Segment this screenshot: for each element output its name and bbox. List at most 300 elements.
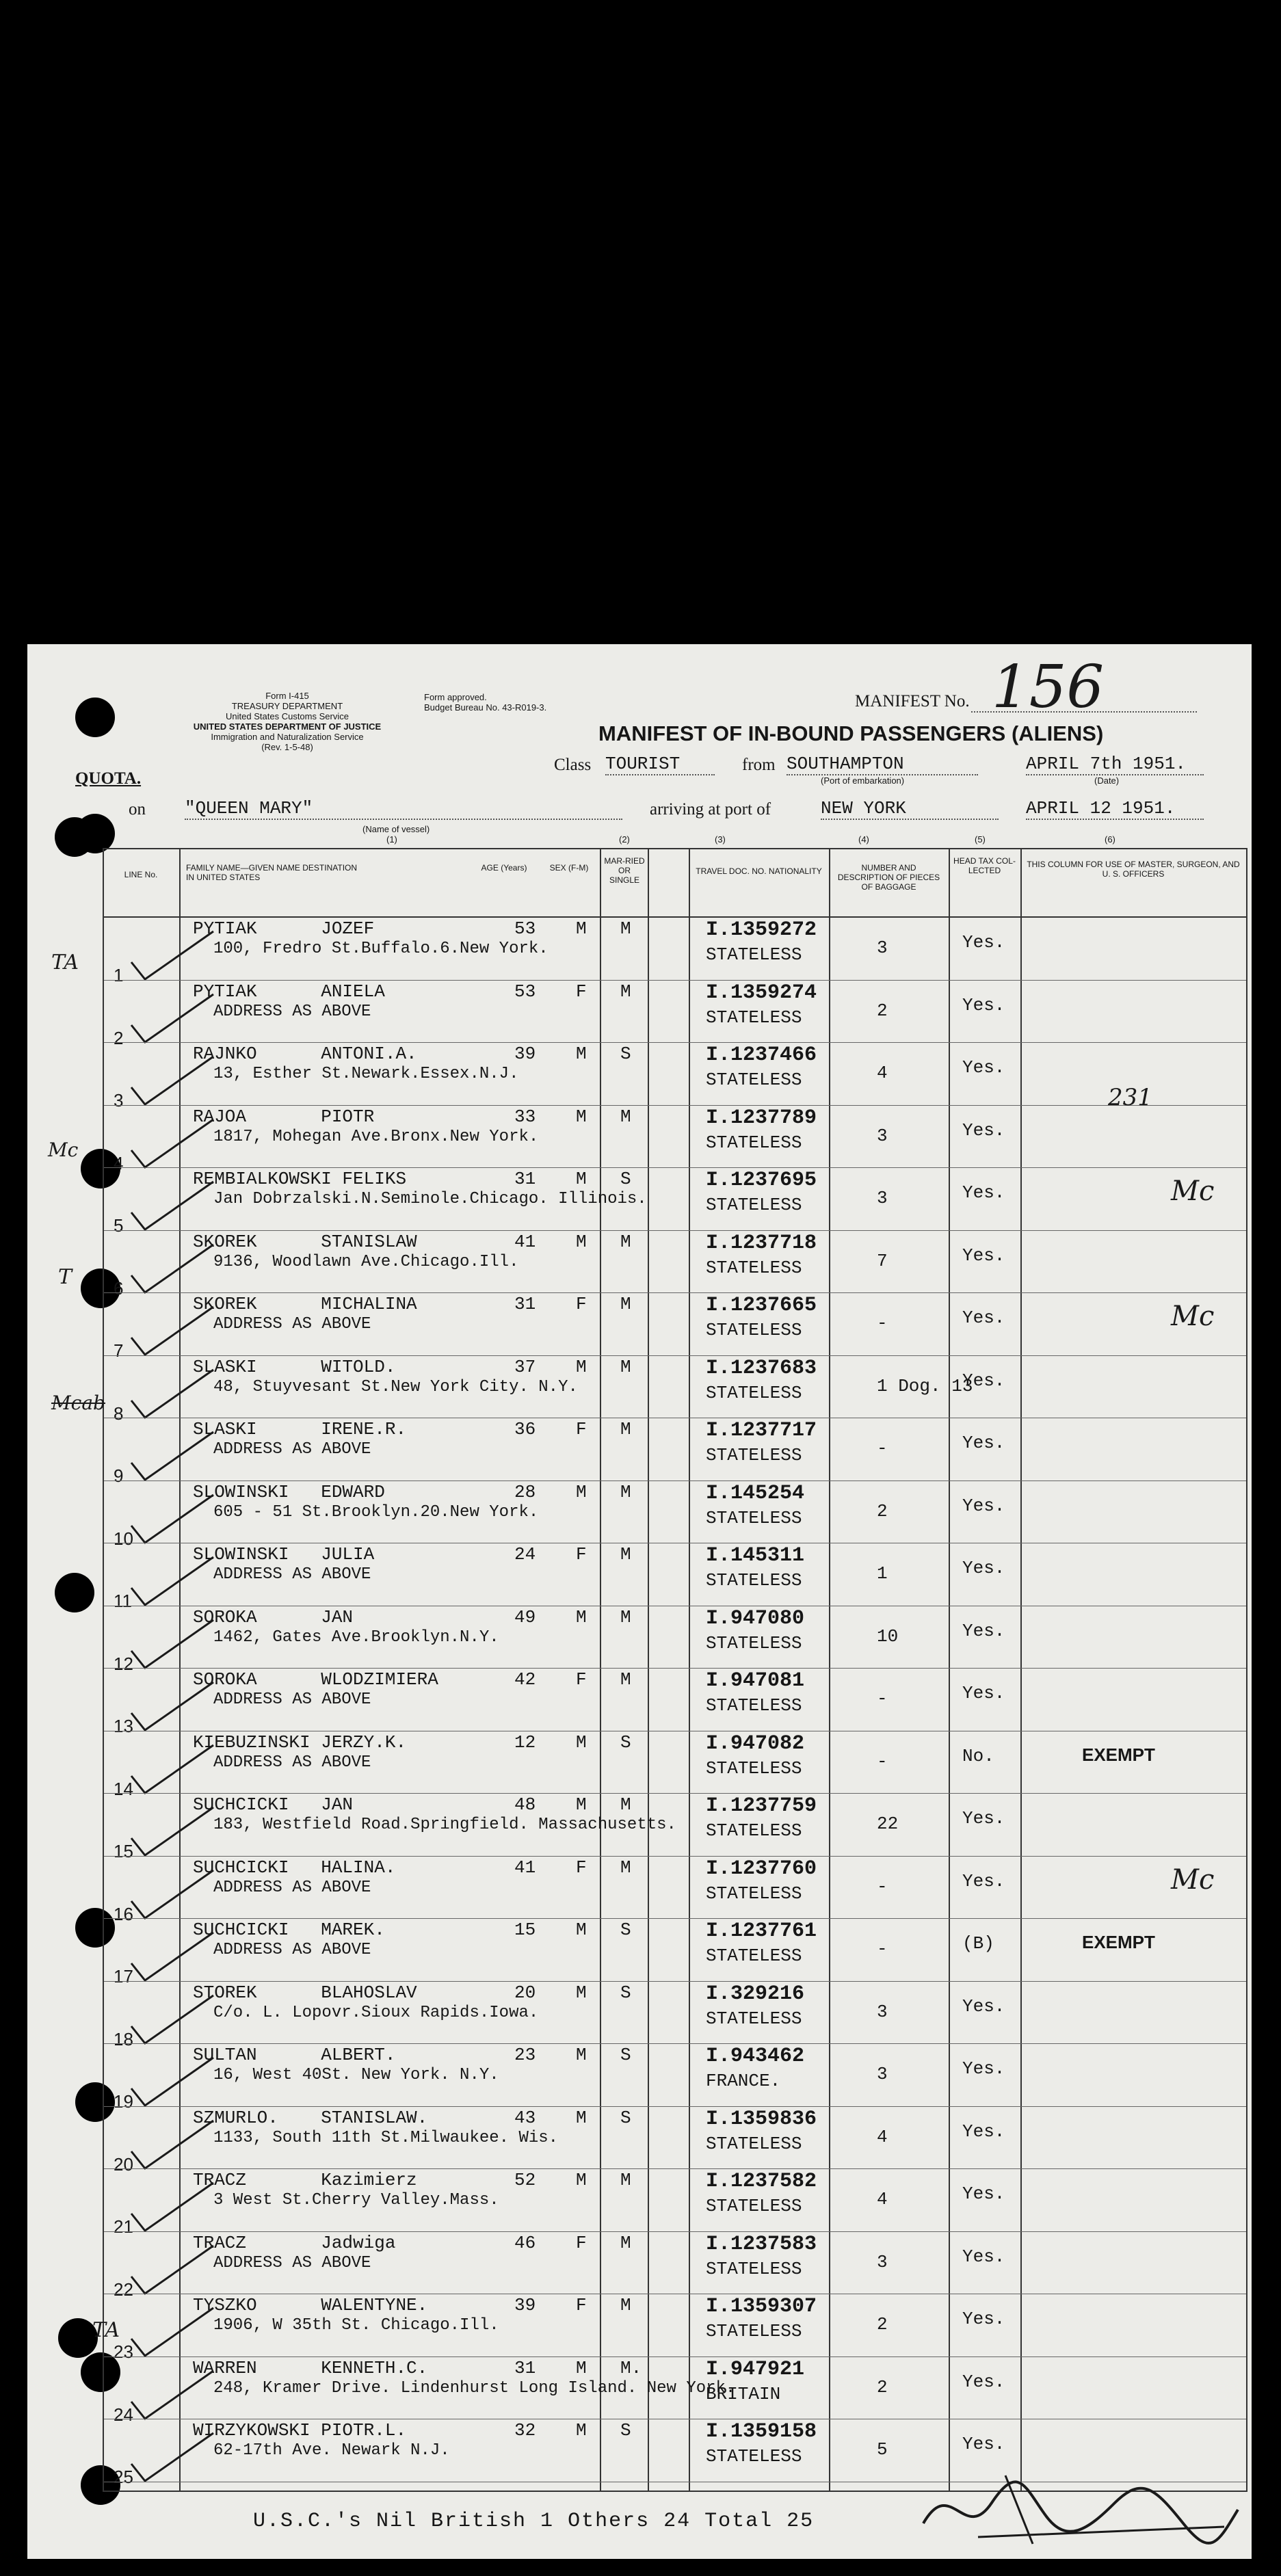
baggage-count: 1 — [877, 1563, 888, 1584]
passenger-age: 20 — [514, 1982, 536, 2003]
on-label: on — [129, 800, 146, 819]
passenger-sex: M — [576, 1044, 587, 1064]
destination-address: ADDRESS AS ABOVE — [213, 1315, 371, 1333]
table-row — [104, 1669, 1246, 1736]
margin-note: T — [58, 1265, 72, 1289]
check-mark — [124, 2176, 220, 2238]
destination-address: 248, Kramer Drive. Lindenhurst Long Island. New York. — [213, 2378, 736, 2398]
customs-service: United States Customs Service — [226, 711, 349, 721]
line-number: 2 — [114, 1027, 124, 1048]
travel-doc-no: I.1237718 — [706, 1231, 817, 1255]
officer-note: EXEMPT — [1082, 1744, 1155, 1765]
marital-status: M — [620, 1544, 631, 1565]
table-row — [104, 1919, 1246, 1987]
baggage-count: 2 — [877, 1500, 888, 1522]
col-num-4: (4) — [858, 834, 869, 845]
passenger-sex: F — [576, 1294, 587, 1314]
marital-status: M — [620, 1106, 631, 1127]
passenger-sex: M — [576, 2170, 587, 2190]
margin-note: TA — [92, 2318, 120, 2342]
head-tax: Yes. — [962, 1870, 1005, 1891]
passenger-sex: F — [576, 2295, 587, 2315]
col-header-baggage: NUMBER AND DESCRIPTION OF PIECES OF BAGGAGE — [837, 863, 940, 892]
passenger-name: TRACZ Kazimierz — [193, 2170, 417, 2190]
marital-status: M — [620, 1356, 631, 1377]
check-mark — [124, 1050, 220, 1111]
officer-note: EXEMPT — [1082, 1932, 1155, 1952]
passenger-name: SUCHCICKI MAREK. — [193, 1920, 385, 1940]
check-mark — [124, 1989, 220, 2050]
passenger-sex: M — [576, 1794, 587, 1815]
nationality: STATELESS — [706, 944, 802, 965]
baggage-count: 3 — [877, 2251, 888, 2272]
head-tax: Yes. — [962, 2309, 1005, 2329]
baggage-count: 2 — [877, 1000, 888, 1021]
passenger-sex: M — [576, 1606, 587, 1628]
head-tax: Yes. — [962, 1307, 1005, 1328]
nationality: STATELESS — [706, 1007, 802, 1028]
line-number: 4 — [114, 1152, 124, 1173]
passenger-name: RAJNKO ANTONI.A. — [193, 1044, 417, 1064]
marital-status: M — [620, 1231, 631, 1252]
table-row — [104, 981, 1246, 1048]
baggage-count: 7 — [877, 1250, 888, 1271]
line-number: 5 — [114, 1215, 124, 1236]
passenger-age: 15 — [514, 1920, 536, 1940]
travel-doc-no: I.145254 — [706, 1481, 805, 1505]
head-tax: Yes. — [962, 932, 1005, 953]
destination-address: ADDRESS AS ABOVE — [213, 1440, 371, 1459]
passenger-age: 41 — [514, 1857, 536, 1878]
check-mark — [124, 2239, 220, 2300]
destination-address: 13, Esther St.Newark.Essex.N.J. — [213, 1065, 519, 1083]
table-row — [104, 2107, 1246, 2175]
table-row — [104, 1043, 1246, 1111]
passenger-sex: M — [576, 1169, 587, 1189]
baggage-count: 1 Dog. 13 — [877, 1375, 973, 1396]
marital-status: M — [620, 1794, 631, 1815]
passenger-sex: M — [576, 1231, 587, 1252]
class-value: TOURIST — [605, 754, 715, 775]
nationality: STATELESS — [706, 1445, 802, 1465]
line-number: 8 — [114, 1403, 124, 1424]
passenger-sex: F — [576, 1419, 587, 1439]
destination-address: 3 West St.Cherry Valley.Mass. — [213, 2191, 499, 2209]
officer-note: Mc — [1171, 1863, 1215, 1896]
baggage-count: 3 — [877, 2001, 888, 2022]
passenger-age: 31 — [514, 1169, 536, 1189]
destination-address: 1906, W 35th St. Chicago.Ill. — [213, 2316, 499, 2335]
destination-address: 16, West 40St. New York. N.Y. — [213, 2066, 499, 2084]
passenger-name: SUCHCICKI JAN — [193, 1794, 354, 1815]
marital-status: M. — [620, 2357, 642, 2378]
marital-status: M — [620, 1606, 631, 1628]
passenger-age: 23 — [514, 2045, 536, 2065]
check-mark — [124, 2301, 220, 2363]
baggage-count: 2 — [877, 2376, 888, 2398]
destination-address: 9136, Woodlawn Ave.Chicago.Ill. — [213, 1252, 519, 1271]
document-title: MANIFEST OF IN-BOUND PASSENGERS (ALIENS) — [598, 721, 1104, 745]
col-header-use: THIS COLUMN FOR USE OF MASTER, SURGEON, AND U. S. OFFICERS — [1027, 860, 1240, 879]
table-row — [104, 1418, 1246, 1486]
passenger-sex: M — [576, 2107, 587, 2128]
destination-address: 1133, South 11th St.Milwaukee. Wis. — [213, 2128, 559, 2147]
travel-doc-no: I.1237695 — [706, 1169, 817, 1192]
table-row — [104, 1481, 1246, 1549]
passenger-age: 32 — [514, 2420, 536, 2441]
nationality: STATELESS — [706, 1570, 802, 1591]
marital-status: M — [620, 1419, 631, 1439]
line-number: 10 — [114, 1528, 133, 1549]
table-row — [104, 1293, 1246, 1361]
head-tax: Yes. — [962, 1433, 1005, 1453]
col-num-3: (3) — [715, 834, 726, 845]
col-header-travel: TRAVEL DOC. NO. NATIONALITY — [696, 866, 822, 876]
passenger-age: 49 — [514, 1606, 536, 1628]
head-tax: Yes. — [962, 994, 1005, 1015]
baggage-count: 22 — [877, 1814, 899, 1834]
marital-status: M — [620, 2232, 631, 2253]
passenger-age: 53 — [514, 918, 536, 939]
table-row — [104, 2357, 1246, 2425]
table-row — [104, 2232, 1246, 2300]
head-tax: No. — [962, 1745, 994, 1766]
passenger-sex: F — [576, 1669, 587, 1690]
line-number: 21 — [114, 2216, 133, 2237]
justice-department: UNITED STATES DEPARTMENT OF JUSTICE — [193, 721, 382, 732]
travel-doc-no: I.943462 — [706, 2045, 805, 2068]
passenger-age: 12 — [514, 1731, 536, 1753]
marital-status: S — [620, 2107, 631, 2128]
travel-doc-no: I.1237760 — [706, 1857, 817, 1881]
marital-status: M — [620, 1294, 631, 1314]
head-tax: (B) — [962, 1933, 994, 1954]
vessel-caption: (Name of vessel) — [362, 824, 430, 834]
passenger-name: PYTIAK JOZEF — [193, 918, 375, 939]
check-mark — [124, 2426, 220, 2488]
col-header-age: AGE (Years) — [481, 863, 527, 873]
head-tax: Yes. — [962, 2121, 1005, 2142]
travel-doc-no: I.947081 — [706, 1669, 805, 1692]
passenger-sex: M — [576, 2420, 587, 2441]
passenger-sex: M — [576, 1982, 587, 2003]
baggage-count: 2 — [877, 2314, 888, 2335]
passenger-age: 43 — [514, 2107, 536, 2128]
line-number: 17 — [114, 1966, 133, 1987]
table-row — [104, 1356, 1246, 1424]
table-row — [104, 1606, 1246, 1674]
nationality: STATELESS — [706, 1070, 802, 1090]
marital-status: S — [620, 1169, 631, 1189]
nationality: STATELESS — [706, 1195, 802, 1215]
marital-status: M — [620, 918, 631, 939]
passenger-age: 53 — [514, 981, 536, 1002]
destination-address: ADDRESS AS ABOVE — [213, 1941, 371, 1959]
passenger-sex: M — [576, 1920, 587, 1940]
line-number: 16 — [114, 1903, 133, 1924]
travel-doc-no: I.947082 — [706, 1731, 805, 1755]
passenger-sex: F — [576, 1544, 587, 1565]
marital-status: M — [620, 1481, 631, 1502]
baggage-count: - — [877, 1688, 888, 1709]
baggage-count: - — [877, 1939, 888, 1959]
marital-status: S — [620, 1920, 631, 1940]
table-row — [104, 1543, 1246, 1611]
table-row — [104, 1231, 1246, 1299]
check-mark — [124, 1863, 220, 1925]
passenger-name: SLASKI WITOLD. — [193, 1356, 396, 1377]
passenger-name: SOROKA JAN — [193, 1606, 354, 1628]
passenger-name: TYSZKO WALENTYNE. — [193, 2295, 428, 2315]
form-approval — [424, 692, 546, 713]
passenger-name: SUCHCICKI HALINA. — [193, 1857, 396, 1878]
passenger-age: 36 — [514, 1419, 536, 1439]
check-mark — [124, 2114, 220, 2175]
nationality: STATELESS — [706, 1695, 802, 1716]
passenger-name: SOROKA WLODZIMIERA — [193, 1669, 438, 1690]
destination-address: C/o. L. Lopovr.Sioux Rapids.Iowa. — [213, 2003, 539, 2022]
embarkation-date: APRIL 7th 1951. — [1026, 754, 1204, 775]
line-number: 25 — [114, 2467, 133, 2487]
marital-status: M — [620, 2295, 631, 2315]
check-mark — [124, 1613, 220, 1675]
passenger-sex: M — [576, 2357, 587, 2378]
passenger-name: REMBIALKOWSKI FELIKS — [193, 1169, 407, 1189]
passenger-name: SKOREK MICHALINA — [193, 1294, 417, 1314]
col-header-line: LINE No. — [124, 870, 158, 879]
passenger-age: 28 — [514, 1481, 536, 1502]
from-label: from — [742, 756, 776, 774]
passenger-sex: M — [576, 1481, 587, 1502]
port-caption: (Port of embarkation) — [821, 775, 905, 786]
officer-signature — [910, 2462, 1252, 2558]
travel-doc-no: I.1237789 — [706, 1106, 817, 1130]
arriving-label: arriving at port of — [650, 800, 771, 819]
head-tax: Yes. — [962, 2183, 1005, 2204]
line-number: 13 — [114, 1716, 133, 1736]
margin-note: Mc — [48, 1139, 79, 1161]
line-number: 14 — [114, 1778, 133, 1799]
col-num-6: (6) — [1105, 834, 1115, 845]
line-number: 1 — [114, 965, 124, 985]
passenger-sex: M — [576, 2045, 587, 2065]
head-tax: Yes. — [962, 2434, 1005, 2454]
line-number: 15 — [114, 1841, 133, 1861]
col-header-tax: HEAD TAX COL-LECTED — [953, 856, 1016, 875]
line-number: 24 — [114, 2404, 133, 2425]
nationality: STATELESS — [706, 1632, 802, 1654]
nationality: STATELESS — [706, 2133, 802, 2154]
marital-status: S — [620, 1982, 631, 2003]
destination-address: ADDRESS AS ABOVE — [213, 1878, 371, 1897]
line-number: 11 — [114, 1591, 132, 1611]
head-tax: Yes. — [962, 1495, 1005, 1516]
treasury-department: TREASURY DEPARTMENT — [231, 701, 343, 711]
baggage-count: 3 — [877, 1188, 888, 1208]
budget-bureau: Budget Bureau No. 43-R019-3. — [424, 702, 547, 713]
marital-status: S — [620, 1731, 631, 1753]
check-mark — [124, 1675, 220, 1737]
passenger-age: 48 — [514, 1794, 536, 1815]
date-caption: (Date) — [1094, 775, 1120, 786]
officer-note: Mc — [1171, 1301, 1215, 1332]
destination-address: 100, Fredro St.Buffalo.6.New York. — [213, 940, 549, 958]
passenger-name: SLOWINSKI JULIA — [193, 1544, 375, 1565]
destination-address: ADDRESS AS ABOVE — [213, 1565, 371, 1584]
check-mark — [124, 987, 220, 1049]
travel-doc-no: I.329216 — [706, 1982, 805, 2006]
travel-doc-no: I.1237717 — [706, 1419, 817, 1442]
table-row — [104, 1106, 1246, 1173]
travel-doc-no: I.947080 — [706, 1606, 805, 1630]
line-number: 7 — [114, 1340, 124, 1361]
destination-address: Jan Dobrzalski.N.Seminole.Chicago. Illinois. — [213, 1190, 647, 1208]
passenger-name: TRACZ Jadwiga — [193, 2232, 396, 2253]
check-mark — [124, 2364, 220, 2426]
margin-note: TA — [51, 951, 79, 974]
punch-hole — [75, 698, 115, 737]
passenger-sex: M — [576, 1356, 587, 1377]
passenger-sex: F — [576, 2232, 587, 2253]
travel-doc-no: I.1237759 — [706, 1794, 817, 1818]
passenger-name: SULTAN ALBERT. — [193, 2045, 396, 2065]
check-mark — [124, 1363, 220, 1424]
margin-note: Mcab — [51, 1392, 105, 1414]
passenger-name: SKOREK STANISLAW — [193, 1231, 417, 1252]
baggage-count: - — [877, 1876, 888, 1897]
baggage-count: - — [877, 1751, 888, 1772]
baggage-count: - — [877, 1313, 888, 1333]
passenger-age: 39 — [514, 2295, 536, 2315]
nationality: STATELESS — [706, 1507, 802, 1528]
line-number: 19 — [114, 2091, 133, 2112]
check-mark — [124, 2051, 220, 2112]
form-revision: (Rev. 1-5-48) — [261, 742, 313, 752]
table-row — [104, 1731, 1246, 1799]
destination-address: ADDRESS AS ABOVE — [213, 1690, 371, 1709]
check-mark — [124, 1550, 220, 1612]
baggage-count: 4 — [877, 2126, 888, 2147]
head-tax: Yes. — [962, 1119, 1005, 1141]
nationality: STATELESS — [706, 1132, 802, 1153]
check-mark — [124, 1738, 220, 1800]
line-number: 20 — [114, 2153, 133, 2175]
marital-status: M — [620, 981, 631, 1002]
passenger-age: 52 — [514, 2170, 536, 2190]
travel-doc-no: I.1237466 — [706, 1044, 817, 1067]
line-number: 12 — [114, 1653, 133, 1674]
travel-doc-no: I.1237683 — [706, 1356, 817, 1380]
check-mark — [124, 1113, 220, 1174]
passenger-name: RAJOA PIOTR — [193, 1106, 375, 1127]
check-mark — [124, 1488, 220, 1550]
head-tax: Yes. — [962, 2246, 1005, 2267]
col-num-5: (5) — [975, 834, 986, 845]
check-mark — [124, 1175, 220, 1236]
line-number: 22 — [114, 2279, 133, 2300]
baggage-count: 3 — [877, 938, 888, 958]
line-number: 18 — [114, 2028, 133, 2049]
nationality: STATELESS — [706, 1320, 802, 1340]
marital-status: M — [620, 2170, 631, 2190]
punch-hole — [55, 1573, 94, 1612]
destination-address: 183, Westfield Road.Springfield. Massachusetts. — [213, 1816, 676, 1834]
travel-doc-no: I.1237582 — [706, 2170, 817, 2193]
head-tax: Yes. — [962, 1370, 1005, 1391]
travel-doc-no: I.1237665 — [706, 1294, 817, 1317]
baggage-count: 3 — [877, 2064, 888, 2084]
passenger-sex: F — [576, 1857, 587, 1878]
head-tax: Yes. — [962, 1620, 1005, 1641]
travel-doc-no: I.145311 — [706, 1544, 805, 1567]
line-number: 3 — [114, 1090, 124, 1111]
check-mark — [124, 1926, 220, 1987]
nationality: STATELESS — [706, 1883, 802, 1904]
nationality: BRITAIN — [706, 2383, 781, 2404]
head-tax: Yes. — [962, 1057, 1005, 1078]
destination-address: 62-17th Ave. Newark N.J. — [213, 2441, 450, 2460]
officer-note: Mc — [1171, 1176, 1215, 1207]
passenger-age: 31 — [514, 1294, 536, 1314]
arrival-date: APRIL 12 1951. — [1026, 798, 1204, 820]
travel-doc-no: I.1359272 — [706, 918, 817, 942]
check-mark — [124, 1238, 220, 1299]
destination-address: 1462, Gates Ave.Brooklyn.N.Y. — [213, 1628, 499, 1647]
head-tax: Yes. — [962, 1683, 1005, 1703]
margin-note: 231 — [1108, 1084, 1152, 1111]
col-num-1: (1) — [386, 834, 397, 845]
manifest-no-underline — [971, 711, 1197, 713]
passenger-sex: M — [576, 1106, 587, 1127]
check-mark — [124, 925, 220, 986]
head-tax: Yes. — [962, 2058, 1005, 2079]
passenger-age: 46 — [514, 2232, 536, 2253]
vessel-name: "QUEEN MARY" — [185, 798, 622, 820]
passenger-age: 42 — [514, 1669, 536, 1690]
arrival-port: NEW YORK — [821, 798, 999, 820]
line-number: 23 — [114, 2341, 133, 2362]
manifest-number: 156 — [992, 653, 1105, 721]
nationality: STATELESS — [706, 1257, 802, 1278]
baggage-count: 5 — [877, 2439, 888, 2460]
check-mark — [124, 1425, 220, 1487]
port-of-embarkation: SOUTHAMPTON — [787, 754, 978, 775]
baggage-count: - — [877, 1438, 888, 1459]
col-num-2: (2) — [619, 834, 630, 845]
marital-status: M — [620, 1857, 631, 1878]
travel-doc-no: I.1237583 — [706, 2232, 817, 2256]
check-mark — [124, 1300, 220, 1362]
nationality: STATELESS — [706, 1820, 802, 1841]
passenger-age: 39 — [514, 1044, 536, 1064]
table-row — [104, 1857, 1246, 1924]
table-row — [104, 1168, 1246, 1236]
baggage-count: 10 — [877, 1625, 899, 1647]
line-number: 6 — [114, 1277, 124, 1299]
passenger-name: PYTIAK ANIELA — [193, 981, 385, 1002]
nationality: STATELESS — [706, 2258, 802, 2279]
travel-doc-no: I.947921 — [706, 2357, 805, 2381]
baggage-count: 4 — [877, 1063, 888, 1083]
marital-status: S — [620, 2420, 631, 2441]
nationality: STATELESS — [706, 1757, 802, 1779]
passenger-age: 31 — [514, 2357, 536, 2378]
destination-address: 605 - 51 St.Brooklyn.20.New York. — [213, 1502, 539, 1522]
destination-address: 1817, Mohegan Ave.Bronx.New York. — [213, 1127, 539, 1146]
travel-doc-no: I.1359836 — [706, 2107, 817, 2131]
passenger-name: WARREN KENNETH.C. — [193, 2357, 428, 2378]
table-row — [104, 2044, 1246, 2112]
